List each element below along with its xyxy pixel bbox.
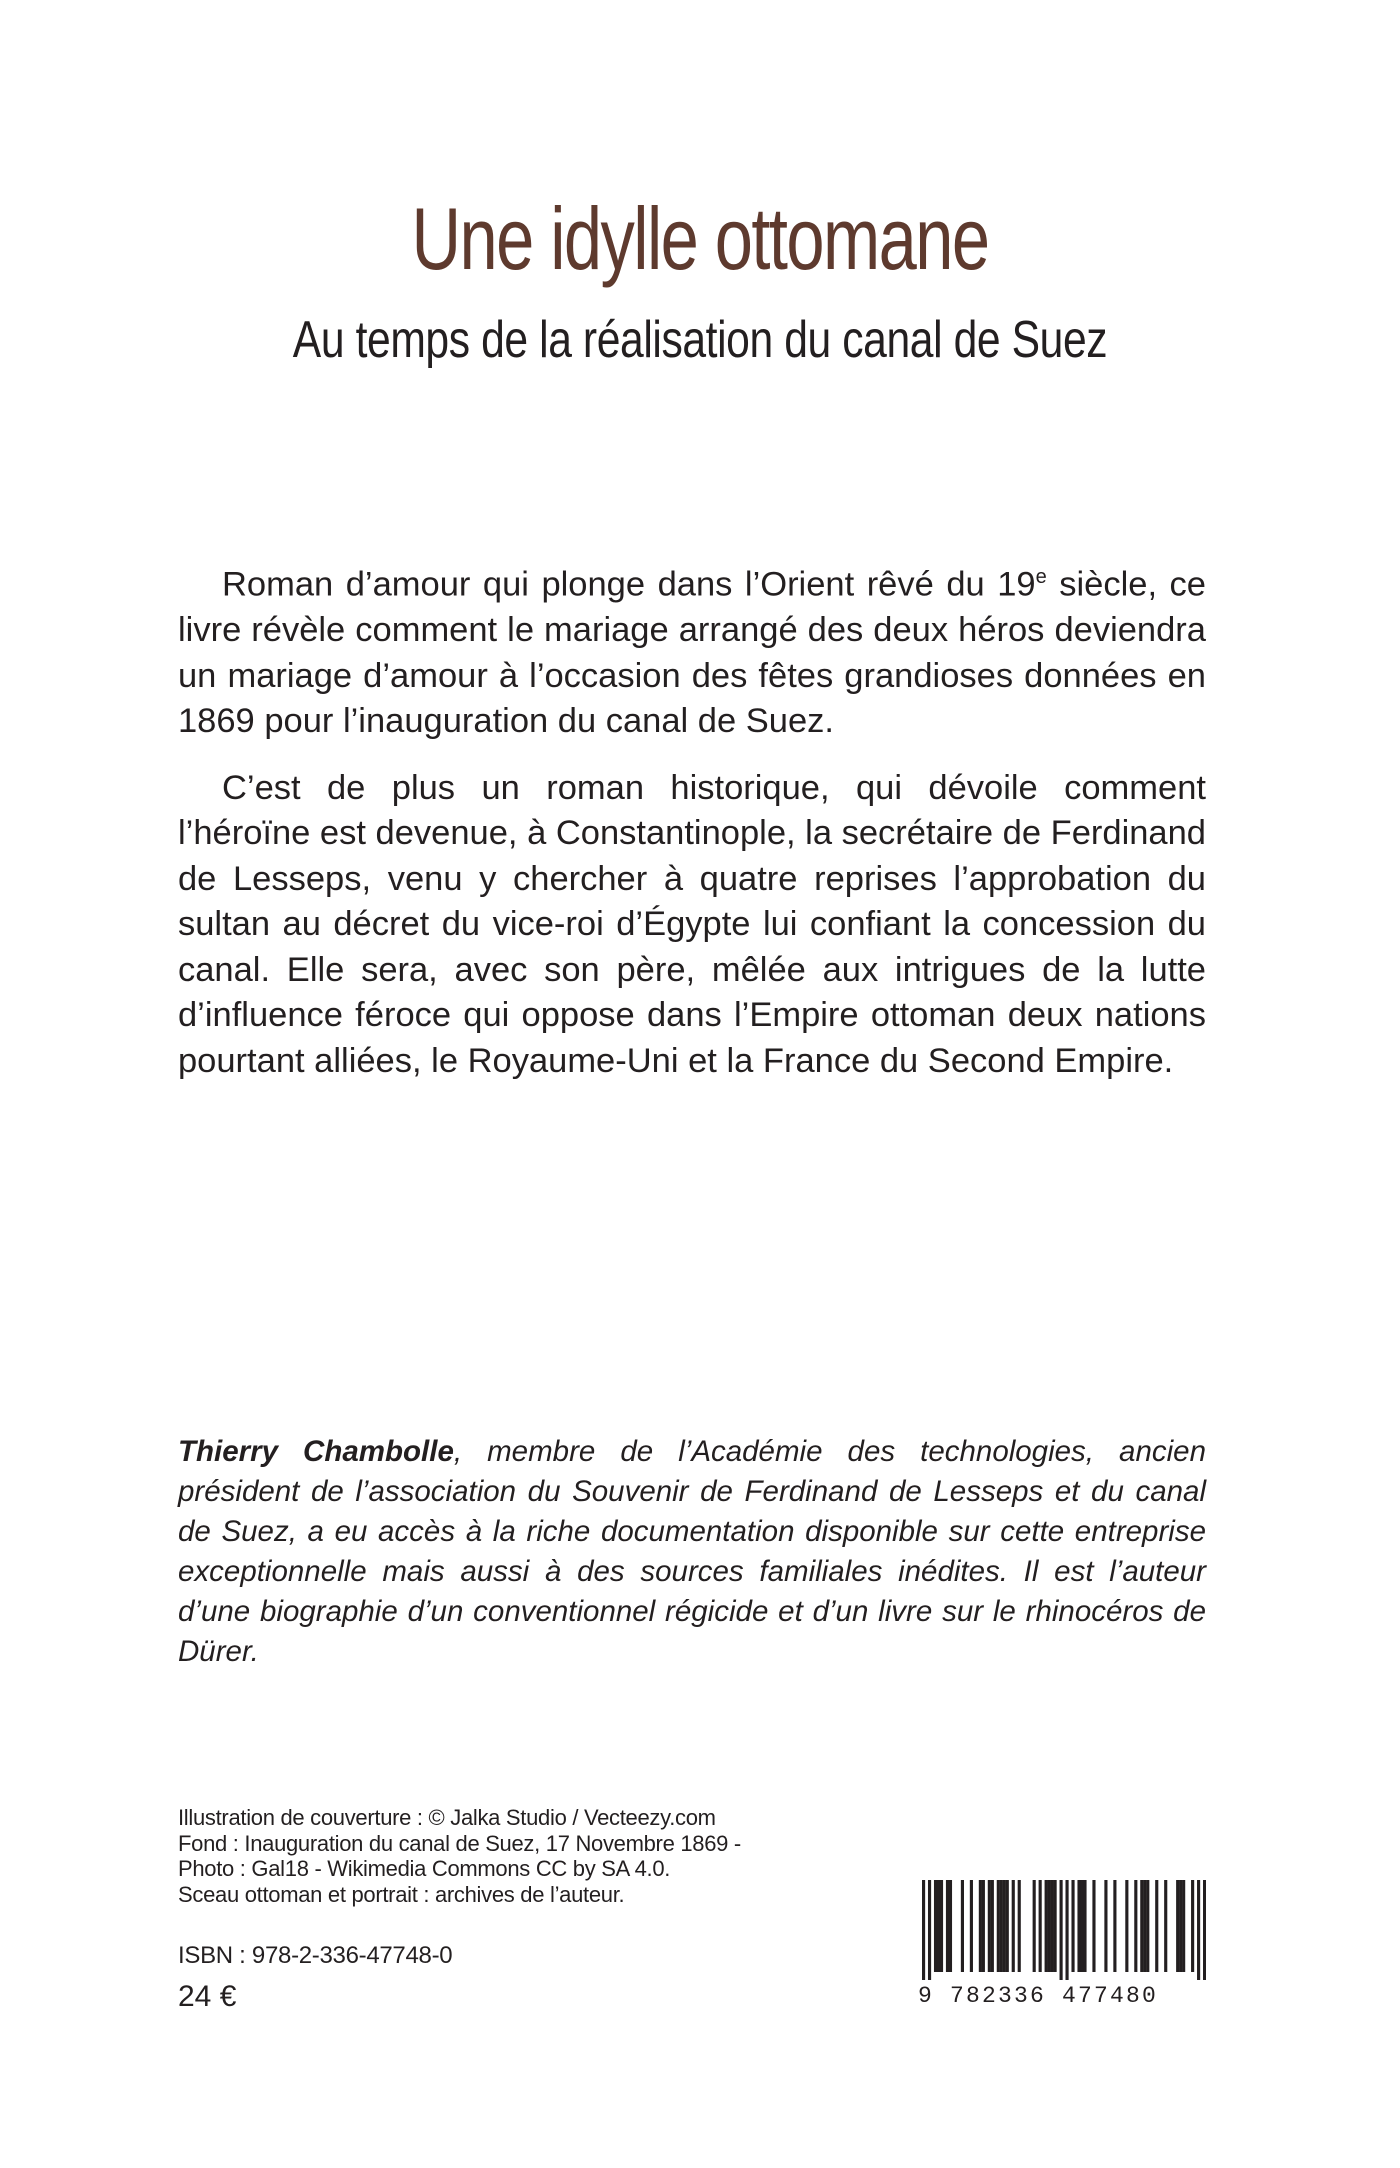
barcode-bar: [937, 1880, 940, 1972]
barcode-bar: [1191, 1880, 1194, 1972]
summary-p1-start: Roman d’amour qui plonge dans l’Orient rêvé du 19: [222, 565, 1036, 604]
barcode-bar: [1113, 1880, 1116, 1972]
barcode-bar: [1018, 1880, 1021, 1972]
barcode-bar: [1048, 1880, 1051, 1972]
author-bio: [178, 1432, 1206, 1672]
barcode-bar: [1003, 1880, 1006, 1972]
barcode-bar: [1155, 1880, 1158, 1972]
barcode-bar: [1140, 1880, 1143, 1972]
barcode-bar: [1051, 1880, 1054, 1972]
barcode-bar: [946, 1880, 949, 1972]
barcode-bar: [949, 1880, 952, 1972]
barcode-bar: [1012, 1880, 1015, 1972]
barcode-bar: [1176, 1880, 1179, 1972]
barcode-bar: [1104, 1880, 1107, 1972]
barcode-bar: [997, 1880, 1000, 1972]
book-title: Une idylle ottomane: [411, 189, 989, 288]
barcode-bar: [1146, 1880, 1149, 1972]
century-superscript: e: [1035, 566, 1047, 588]
barcode-bar: [934, 1880, 937, 1972]
credit-line: Sceau ottoman et portrait : archives de l’auteur.: [178, 1881, 625, 1907]
barcode-bar: [1000, 1880, 1003, 1972]
barcode-bar: [1143, 1880, 1146, 1972]
credit-line: Illustration de couverture : © Jalka Studio / Vecteezy.com: [178, 1805, 716, 1830]
barcode-bar: [1092, 1880, 1095, 1972]
barcode-bar: [1071, 1880, 1074, 1972]
barcode-bar: [979, 1880, 982, 1972]
barcode-bar: [982, 1880, 985, 1972]
summary-paragraph-1: [178, 555, 1206, 745]
barcode-digits: 9 782336 477480: [918, 1983, 1159, 2009]
barcode-bar: [961, 1880, 964, 1972]
barcode-bar: [1006, 1880, 1009, 1972]
barcode-bar: [991, 1880, 994, 1972]
barcode-bar: [1179, 1880, 1182, 1972]
isbn: ISBN : 978-2-336-47748-0: [178, 1942, 453, 1969]
author-name: Thierry Chambolle: [178, 1435, 454, 1468]
barcode-bar: [1065, 1880, 1068, 1980]
book-subtitle: Au temps de la réalisation du canal de Suez: [292, 311, 1108, 369]
barcode-bar: [1083, 1880, 1086, 1972]
barcode-bar: [1060, 1880, 1063, 1980]
barcode-bar: [988, 1880, 991, 1972]
barcode-bar: [922, 1880, 925, 1980]
summary-text: [178, 555, 1206, 1105]
cover-credits: [178, 1805, 818, 1907]
barcode-bar: [1033, 1880, 1036, 1972]
barcode-bar: [1197, 1880, 1200, 1980]
summary-paragraph-2: C’est de plus un roman historique, qui dévoile comment l’héroïne est devenue, à Constantinople, la secrétaire de Ferdinand de Lesseps, venu y chercher à quatre reprises l’approbation du sultan au décret du vice-roi d’Égypte lui confiant la concession du canal. Elle sera, avec son père, mêlée aux intrigues de la lutte d’influence féroce qui oppose dans l’Empire ottoman deux nations pourtant alliées, le Royaume-Uni et la France du Second Empire.: [178, 768, 1206, 1080]
barcode-bar: [970, 1880, 973, 1972]
credit-line: Fond : Inauguration du canal de Suez, 17 Novembre 1869 -: [178, 1830, 741, 1856]
price: 24 €: [178, 1980, 237, 2013]
barcode-bar: [1203, 1880, 1206, 1980]
barcode-bar: [1134, 1880, 1137, 1972]
barcode-bar: [1054, 1880, 1057, 1972]
barcode-bar: [1164, 1880, 1167, 1972]
barcode-bars: [922, 1880, 1206, 1980]
barcode-bar: [1182, 1880, 1185, 1972]
barcode-bar: [1045, 1880, 1048, 1972]
barcode-bar: [1080, 1880, 1083, 1972]
barcode-bar: [1125, 1880, 1128, 1972]
barcode-bar: [1039, 1880, 1042, 1972]
barcode-bar: [940, 1880, 943, 1972]
credit-line: Photo : Gal18 - Wikimedia Commons CC by SA 4.0.: [178, 1856, 671, 1881]
author-bio-text: , membre de l’Académie des technologies, ancien président de l’association du Souvenir de Ferdinand de Lesseps et du canal de Suez, a eu accès à la riche documentation disponible sur cette entreprise exceptionnelle mais aussi à des sources familiales inédites. Il est l’auteur d’une biographie d’un conventionnel régicide et d’un livre sur le rhinocéros de Dürer.: [178, 1435, 1206, 1668]
barcode-bar: [928, 1880, 931, 1980]
barcode-bar: [1077, 1880, 1080, 1972]
summary-p1-end: siècle, ce livre révèle comment le mariage arrangé des deux héros deviendra un mariage d’amour à l’occasion des fêtes grandioses données en 1869 pour l’inauguration du canal de Suez.: [178, 565, 1206, 740]
